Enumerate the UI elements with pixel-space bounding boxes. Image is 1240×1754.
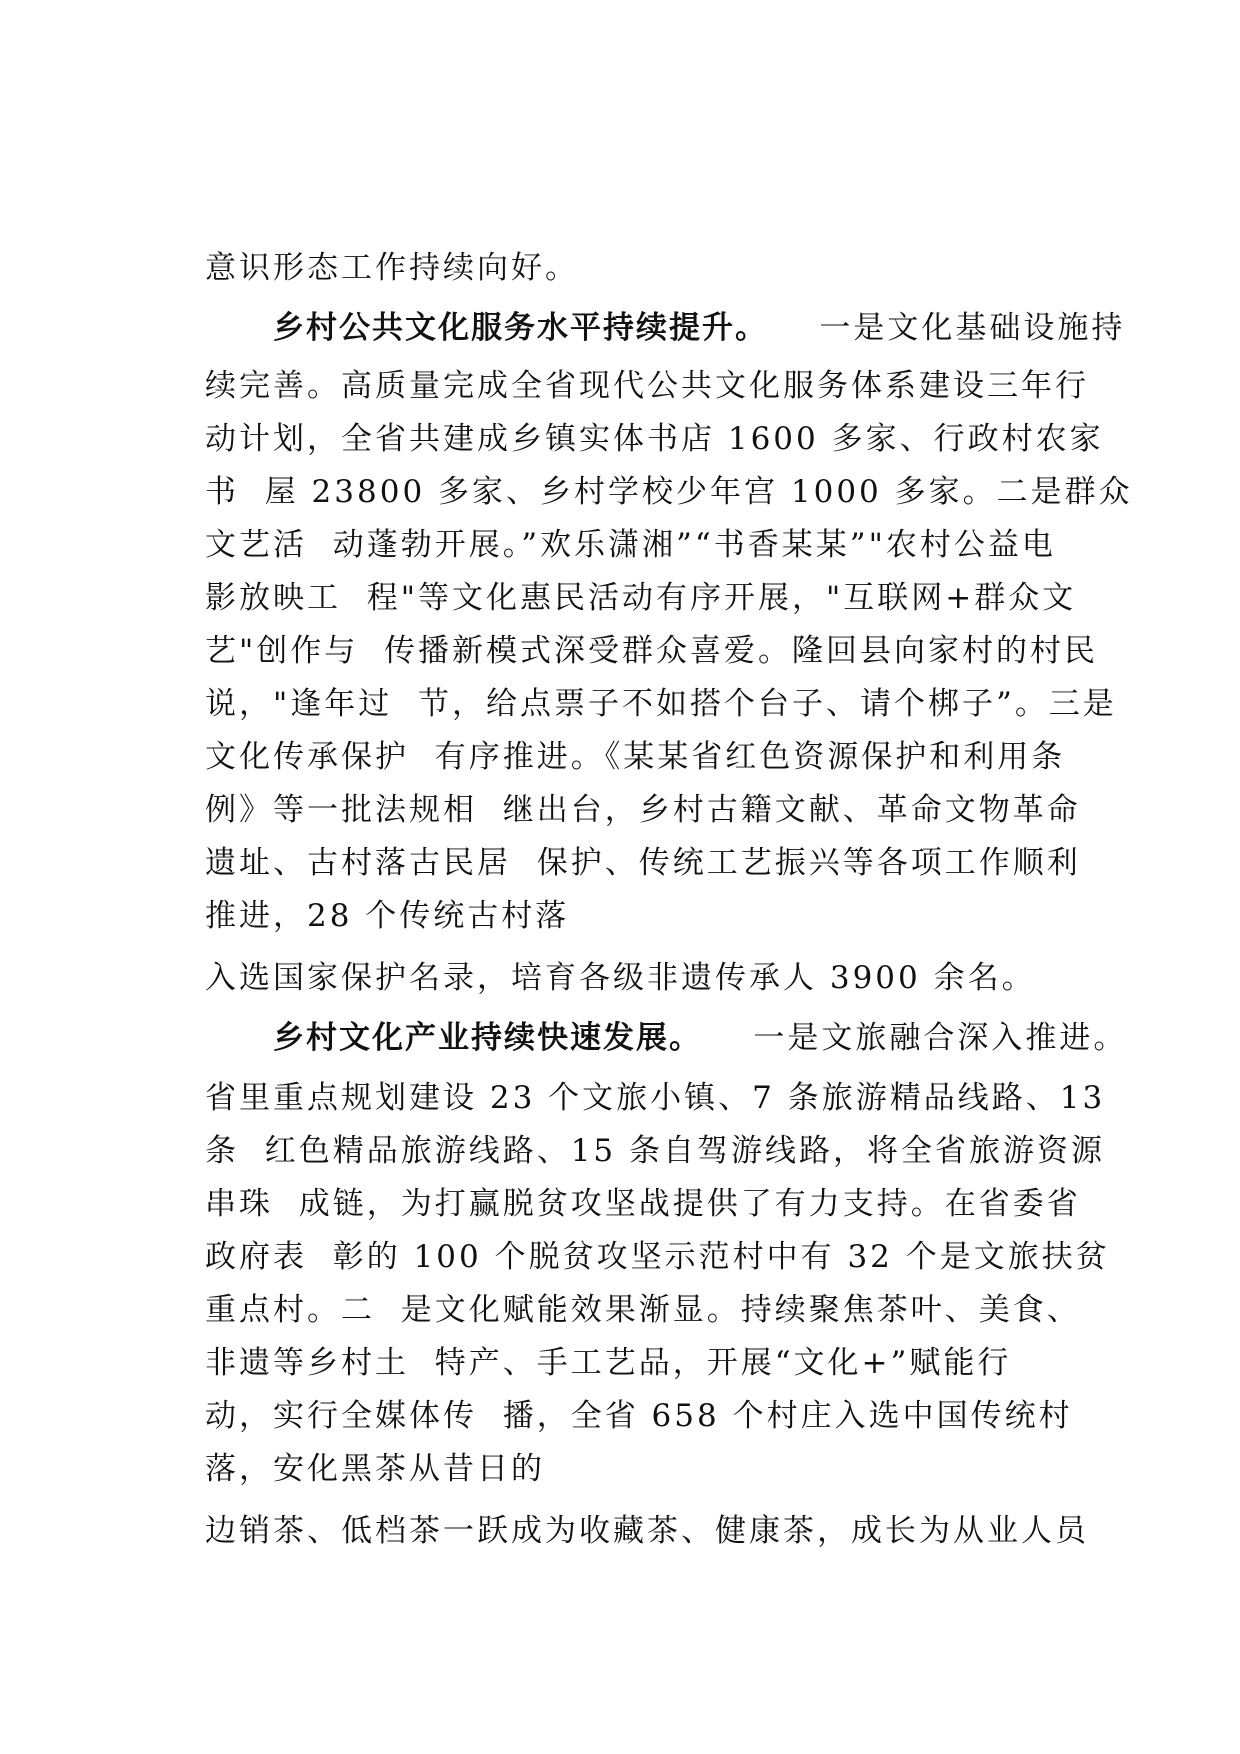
paragraph-line: 说，"逢年过 节，给点票子不如搭个台子、请个梆子”。三是 <box>205 686 1117 722</box>
paragraph-line: 串珠 成链，为打赢脱贫攻坚战提供了有力支持。在省委省 <box>205 1186 1081 1222</box>
paragraph-line: 边销茶、低档茶一跃成为收藏茶、健康茶，成长为从业人员 <box>205 1513 1089 1549</box>
paragraph-line: 重点村。二 是文化赋能效果渐显。持续聚焦茶叶、美食、 <box>205 1292 1081 1328</box>
paragraph-heading-line <box>273 308 1125 348</box>
heading-continuation-text: 一是文化基础设施持 <box>819 310 1126 346</box>
paragraph-line: 遗址、古村落古民居 保护、传统工艺振兴等各项工作顺利 <box>205 845 1081 881</box>
paragraph-line: 影放映工 程"等文化惠民活动有序开展，"互联网+群众文 <box>205 580 1077 616</box>
paragraph-line: 动，实行全媒体传 播，全省 658 个村庄入选中国传统村 <box>205 1398 1073 1434</box>
section-heading-culture-industry: 乡村文化产业持续快速发展。 <box>273 1020 702 1056</box>
paragraph-line: 意识形态工作持续向好。 <box>205 250 579 286</box>
paragraph-line: 政府表 彰的 100 个脱贫攻坚示范村中有 32 个是文旅扶贫 <box>205 1239 1110 1275</box>
paragraph-heading-line <box>273 1018 1127 1058</box>
paragraph-line: 非遗等乡村土 特产、手工艺品，开展“文化+”赋能行 <box>205 1345 1012 1381</box>
paragraph-line: 文艺活 动蓬勃开展。”欢乐潇湘”“书香某某”"农村公益电 <box>205 527 1056 563</box>
paragraph-line: 艺"创作与 传播新模式深受群众喜爱。隆回县向家村的村民 <box>205 633 1098 669</box>
paragraph-line: 动计划，全省共建成乡镇实体书店 1600 多家、行政村农家 <box>205 421 1104 457</box>
paragraph-line: 落，安化黑茶从昔日的 <box>205 1451 545 1487</box>
paragraph-line: 条 红色精品旅游线路、15 条自驾游线路，将全省旅游资源 <box>205 1133 1106 1169</box>
paragraph-line: 入选国家保护名录，培育各级非遗传承人 3900 余名。 <box>205 960 1036 996</box>
paragraph-line: 续完善。高质量完成全省现代公共文化服务体系建设三年行 <box>205 368 1089 404</box>
heading-continuation-text: 一是文旅融合深入推进。 <box>753 1020 1128 1056</box>
paragraph-line: 例》等一批法规相 继出台，乡村古籍文献、革命文物革命 <box>205 792 1081 828</box>
paragraph-line: 书 屋 23800 多家、乡村学校少年宫 1000 多家。二是群众 <box>205 474 1133 510</box>
section-heading-public-culture: 乡村公共文化服务水平持续提升。 <box>273 310 768 346</box>
paragraph-line: 省里重点规划建设 23 个文旅小镇、7 条旅游精品线路、13 <box>205 1080 1106 1116</box>
paragraph-line: 文化传承保护 有序推进。《某某省红色资源保护和利用条 <box>205 739 1066 775</box>
paragraph-line: 推进，28 个传统古村落 <box>205 898 570 934</box>
